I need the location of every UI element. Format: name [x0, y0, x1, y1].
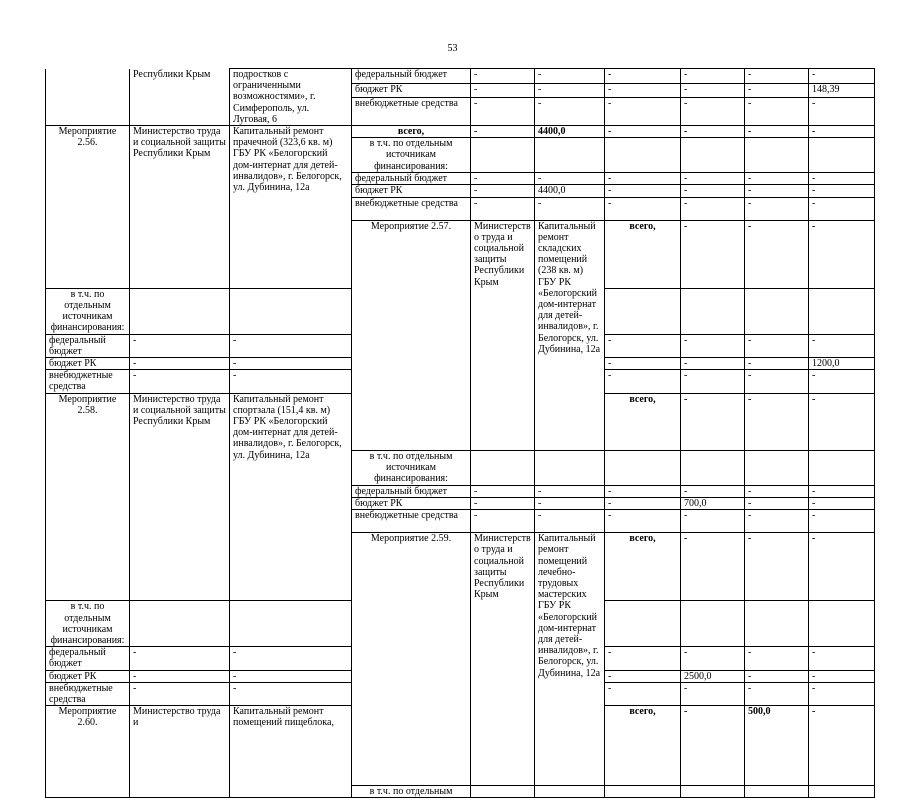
value-cell: - [605, 185, 681, 197]
executor-cell: Министерство труда и социальной защиты Республики Крым [471, 220, 535, 450]
source-cell: бюджет РК [352, 83, 471, 98]
value-cell [535, 785, 605, 797]
value-cell: - [745, 497, 809, 509]
object-cell: Капитальный ремонт помещений лечебно-трудовых мастерских ГБУ РК «Белогорский дом-интернат для детей-инвалидов», г. Белогорск, ул. Дубинина, 12а [535, 533, 605, 785]
event-cell: Мероприятие 2.57. [352, 220, 471, 450]
value-cell: 148,39 [809, 83, 875, 98]
incl-label-cell: в т.ч. по отдельным источникам финансирования: [46, 288, 130, 334]
value-cell: - [681, 334, 745, 357]
value-cell: - [130, 670, 230, 682]
executor-cell: Министерство труда и социальной защиты Республики Крым [130, 393, 230, 601]
value-cell: - [809, 647, 875, 670]
value-cell: - [471, 485, 535, 497]
source-cell: внебюджетные средства [352, 98, 471, 126]
value-cell [745, 138, 809, 173]
executor-cell: Министерство труда и [130, 706, 230, 798]
value-cell: - [535, 485, 605, 497]
value-cell: - [535, 510, 605, 533]
value-cell: - [809, 706, 875, 785]
source-cell: бюджет РК [46, 358, 130, 370]
object-cell: подростков с ограниченными возможностями», г. Симферополь, ул. Луговая, 6 [230, 69, 352, 126]
value-cell: - [605, 69, 681, 84]
total-label-cell: всего, [605, 533, 681, 601]
value-cell: - [681, 533, 745, 601]
value-cell: - [745, 173, 809, 185]
value-cell: - [745, 647, 809, 670]
value-cell: - [681, 197, 745, 220]
source-cell: внебюджетные средства [46, 682, 130, 705]
incl-label-cell: в т.ч. по отдельным источникам финансирования: [352, 450, 471, 485]
value-cell: - [745, 69, 809, 84]
value-cell: - [681, 69, 745, 84]
value-cell: - [471, 510, 535, 533]
value-cell: - [809, 98, 875, 126]
object-cell: Капитальный ремонт прачечной (323,6 кв. м) ГБУ РК «Белогорский дом-интернат для детей-инвалидов», г. Белогорск, ул. Дубинина, 12а [230, 126, 352, 289]
value-cell: 700,0 [681, 497, 745, 509]
source-cell: бюджет РК [352, 497, 471, 509]
total-label-cell: всего, [605, 393, 681, 450]
event-cell: Мероприятие 2.59. [352, 533, 471, 785]
source-cell: бюджет РК [46, 670, 130, 682]
value-cell: - [745, 83, 809, 98]
executor-cell: Республики Крым [130, 69, 230, 126]
value-cell: - [809, 220, 875, 288]
value-cell [471, 450, 535, 485]
source-cell: внебюджетные средства [46, 370, 130, 393]
value-cell: - [681, 173, 745, 185]
value-cell: - [605, 670, 681, 682]
value-cell: - [681, 98, 745, 126]
value-cell: - [809, 682, 875, 705]
value-cell: - [745, 510, 809, 533]
value-cell: - [130, 682, 230, 705]
incl-label-cell: в т.ч. по отдельным источникам финансирования: [352, 138, 471, 173]
value-cell: - [745, 393, 809, 450]
value-cell: - [681, 83, 745, 98]
value-cell [745, 450, 809, 485]
programme-table [45, 68, 875, 798]
value-cell: - [605, 126, 681, 138]
value-cell: - [605, 358, 681, 370]
value-cell: - [809, 533, 875, 601]
value-cell: - [681, 706, 745, 785]
value-cell: - [130, 647, 230, 670]
source-cell: федеральный бюджет [352, 69, 471, 84]
value-cell [681, 138, 745, 173]
value-cell [605, 450, 681, 485]
value-cell: - [809, 485, 875, 497]
value-cell: - [471, 185, 535, 197]
value-cell: - [471, 173, 535, 185]
source-cell: федеральный бюджет [352, 173, 471, 185]
value-cell: - [681, 682, 745, 705]
value-cell [809, 785, 875, 797]
value-cell: - [605, 485, 681, 497]
source-cell: внебюджетные средства [352, 197, 471, 220]
value-cell: - [535, 69, 605, 84]
value-cell: - [681, 485, 745, 497]
value-cell: - [809, 126, 875, 138]
value-cell: - [230, 358, 352, 370]
value-cell [605, 288, 681, 334]
value-cell [471, 785, 535, 797]
value-cell: - [471, 497, 535, 509]
value-cell: - [681, 220, 745, 288]
object-cell: Капитальный ремонт складских помещений (238 кв. м) ГБУ РК «Белогорский дом-интернат для детей-инвалидов», г. Белогорск, ул. Дубинина, 12а [535, 220, 605, 450]
value-cell: - [471, 98, 535, 126]
value-cell: - [745, 670, 809, 682]
value-cell: - [681, 393, 745, 450]
source-cell: федеральный бюджет [46, 647, 130, 670]
value-cell: 500,0 [745, 706, 809, 785]
value-cell: - [535, 83, 605, 98]
value-cell: - [809, 185, 875, 197]
value-cell: - [745, 220, 809, 288]
value-cell: - [681, 510, 745, 533]
value-cell: - [130, 370, 230, 393]
value-cell: - [230, 670, 352, 682]
value-cell: - [681, 647, 745, 670]
value-cell: 1200,0 [809, 358, 875, 370]
value-cell: - [809, 69, 875, 84]
value-cell: - [471, 197, 535, 220]
value-cell [535, 450, 605, 485]
value-cell [230, 288, 352, 334]
value-cell: - [605, 647, 681, 670]
total-label-cell: всего, [352, 126, 471, 138]
value-cell: - [230, 682, 352, 705]
value-cell: - [471, 83, 535, 98]
total-label-cell: всего, [605, 706, 681, 785]
value-cell: - [745, 185, 809, 197]
value-cell: - [681, 370, 745, 393]
value-cell: - [745, 334, 809, 357]
object-cell: Капитальный ремонт спортзала (151,4 кв. м) ГБУ РК «Белогорский дом-интернат для детей-инвалидов», г. Белогорск, ул. Дубинина, 12а [230, 393, 352, 601]
value-cell: - [605, 370, 681, 393]
value-cell: - [605, 98, 681, 126]
value-cell: - [605, 497, 681, 509]
value-cell: - [471, 126, 535, 138]
value-cell: - [745, 533, 809, 601]
value-cell: - [745, 98, 809, 126]
value-cell [605, 138, 681, 173]
value-cell: 4400,0 [535, 126, 605, 138]
value-cell [809, 138, 875, 173]
table-row [46, 126, 875, 138]
value-cell: - [605, 197, 681, 220]
value-cell: - [471, 69, 535, 84]
value-cell [605, 785, 681, 797]
value-cell: - [809, 197, 875, 220]
value-cell: - [809, 510, 875, 533]
value-cell: - [809, 393, 875, 450]
value-cell: - [605, 173, 681, 185]
value-cell [809, 450, 875, 485]
event-cell: Мероприятие 2.56. [46, 126, 130, 289]
value-cell: - [605, 510, 681, 533]
source-cell: бюджет РК [352, 185, 471, 197]
value-cell: - [809, 497, 875, 509]
value-cell [681, 785, 745, 797]
value-cell: - [130, 334, 230, 357]
value-cell: - [745, 358, 809, 370]
source-cell: федеральный бюджет [46, 334, 130, 357]
total-label-cell: всего, [605, 220, 681, 288]
incl-label-cell: в т.ч. по отдельным источникам финансирования: [46, 601, 130, 647]
event-cell [46, 69, 130, 126]
value-cell: - [230, 370, 352, 393]
value-cell [471, 138, 535, 173]
object-cell: Капитальный ремонт помещений пищеблока, [230, 706, 352, 798]
value-cell: - [681, 358, 745, 370]
value-cell: - [681, 126, 745, 138]
incl-label-cell: в т.ч. по отдельным [352, 785, 471, 797]
value-cell: - [535, 98, 605, 126]
value-cell: - [745, 485, 809, 497]
value-cell [681, 450, 745, 485]
value-cell: - [745, 370, 809, 393]
value-cell: - [745, 126, 809, 138]
event-cell: Мероприятие 2.60. [46, 706, 130, 798]
value-cell: - [535, 497, 605, 509]
value-cell: - [809, 173, 875, 185]
value-cell: - [230, 647, 352, 670]
value-cell: 2500,0 [681, 670, 745, 682]
executor-cell: Министерство труда и социальной защиты Республики Крым [471, 533, 535, 785]
value-cell: - [681, 185, 745, 197]
executor-cell: Министерство труда и социальной защиты Республики Крым [130, 126, 230, 289]
table-row [46, 69, 875, 84]
value-cell: - [535, 197, 605, 220]
source-cell: внебюджетные средства [352, 510, 471, 533]
value-cell: - [605, 334, 681, 357]
value-cell: - [809, 334, 875, 357]
value-cell: - [605, 83, 681, 98]
value-cell: - [230, 334, 352, 357]
page-number: 53 [447, 43, 458, 54]
value-cell: 4400,0 [535, 185, 605, 197]
source-cell: федеральный бюджет [352, 485, 471, 497]
value-cell: - [809, 370, 875, 393]
value-cell: - [130, 358, 230, 370]
value-cell [745, 785, 809, 797]
value-cell [809, 288, 875, 334]
value-cell [745, 288, 809, 334]
event-cell: Мероприятие 2.58. [46, 393, 130, 601]
value-cell: - [535, 173, 605, 185]
value-cell: - [809, 670, 875, 682]
value-cell [130, 288, 230, 334]
value-cell: - [605, 682, 681, 705]
value-cell: - [745, 682, 809, 705]
value-cell: - [745, 197, 809, 220]
value-cell [535, 138, 605, 173]
value-cell [681, 288, 745, 334]
